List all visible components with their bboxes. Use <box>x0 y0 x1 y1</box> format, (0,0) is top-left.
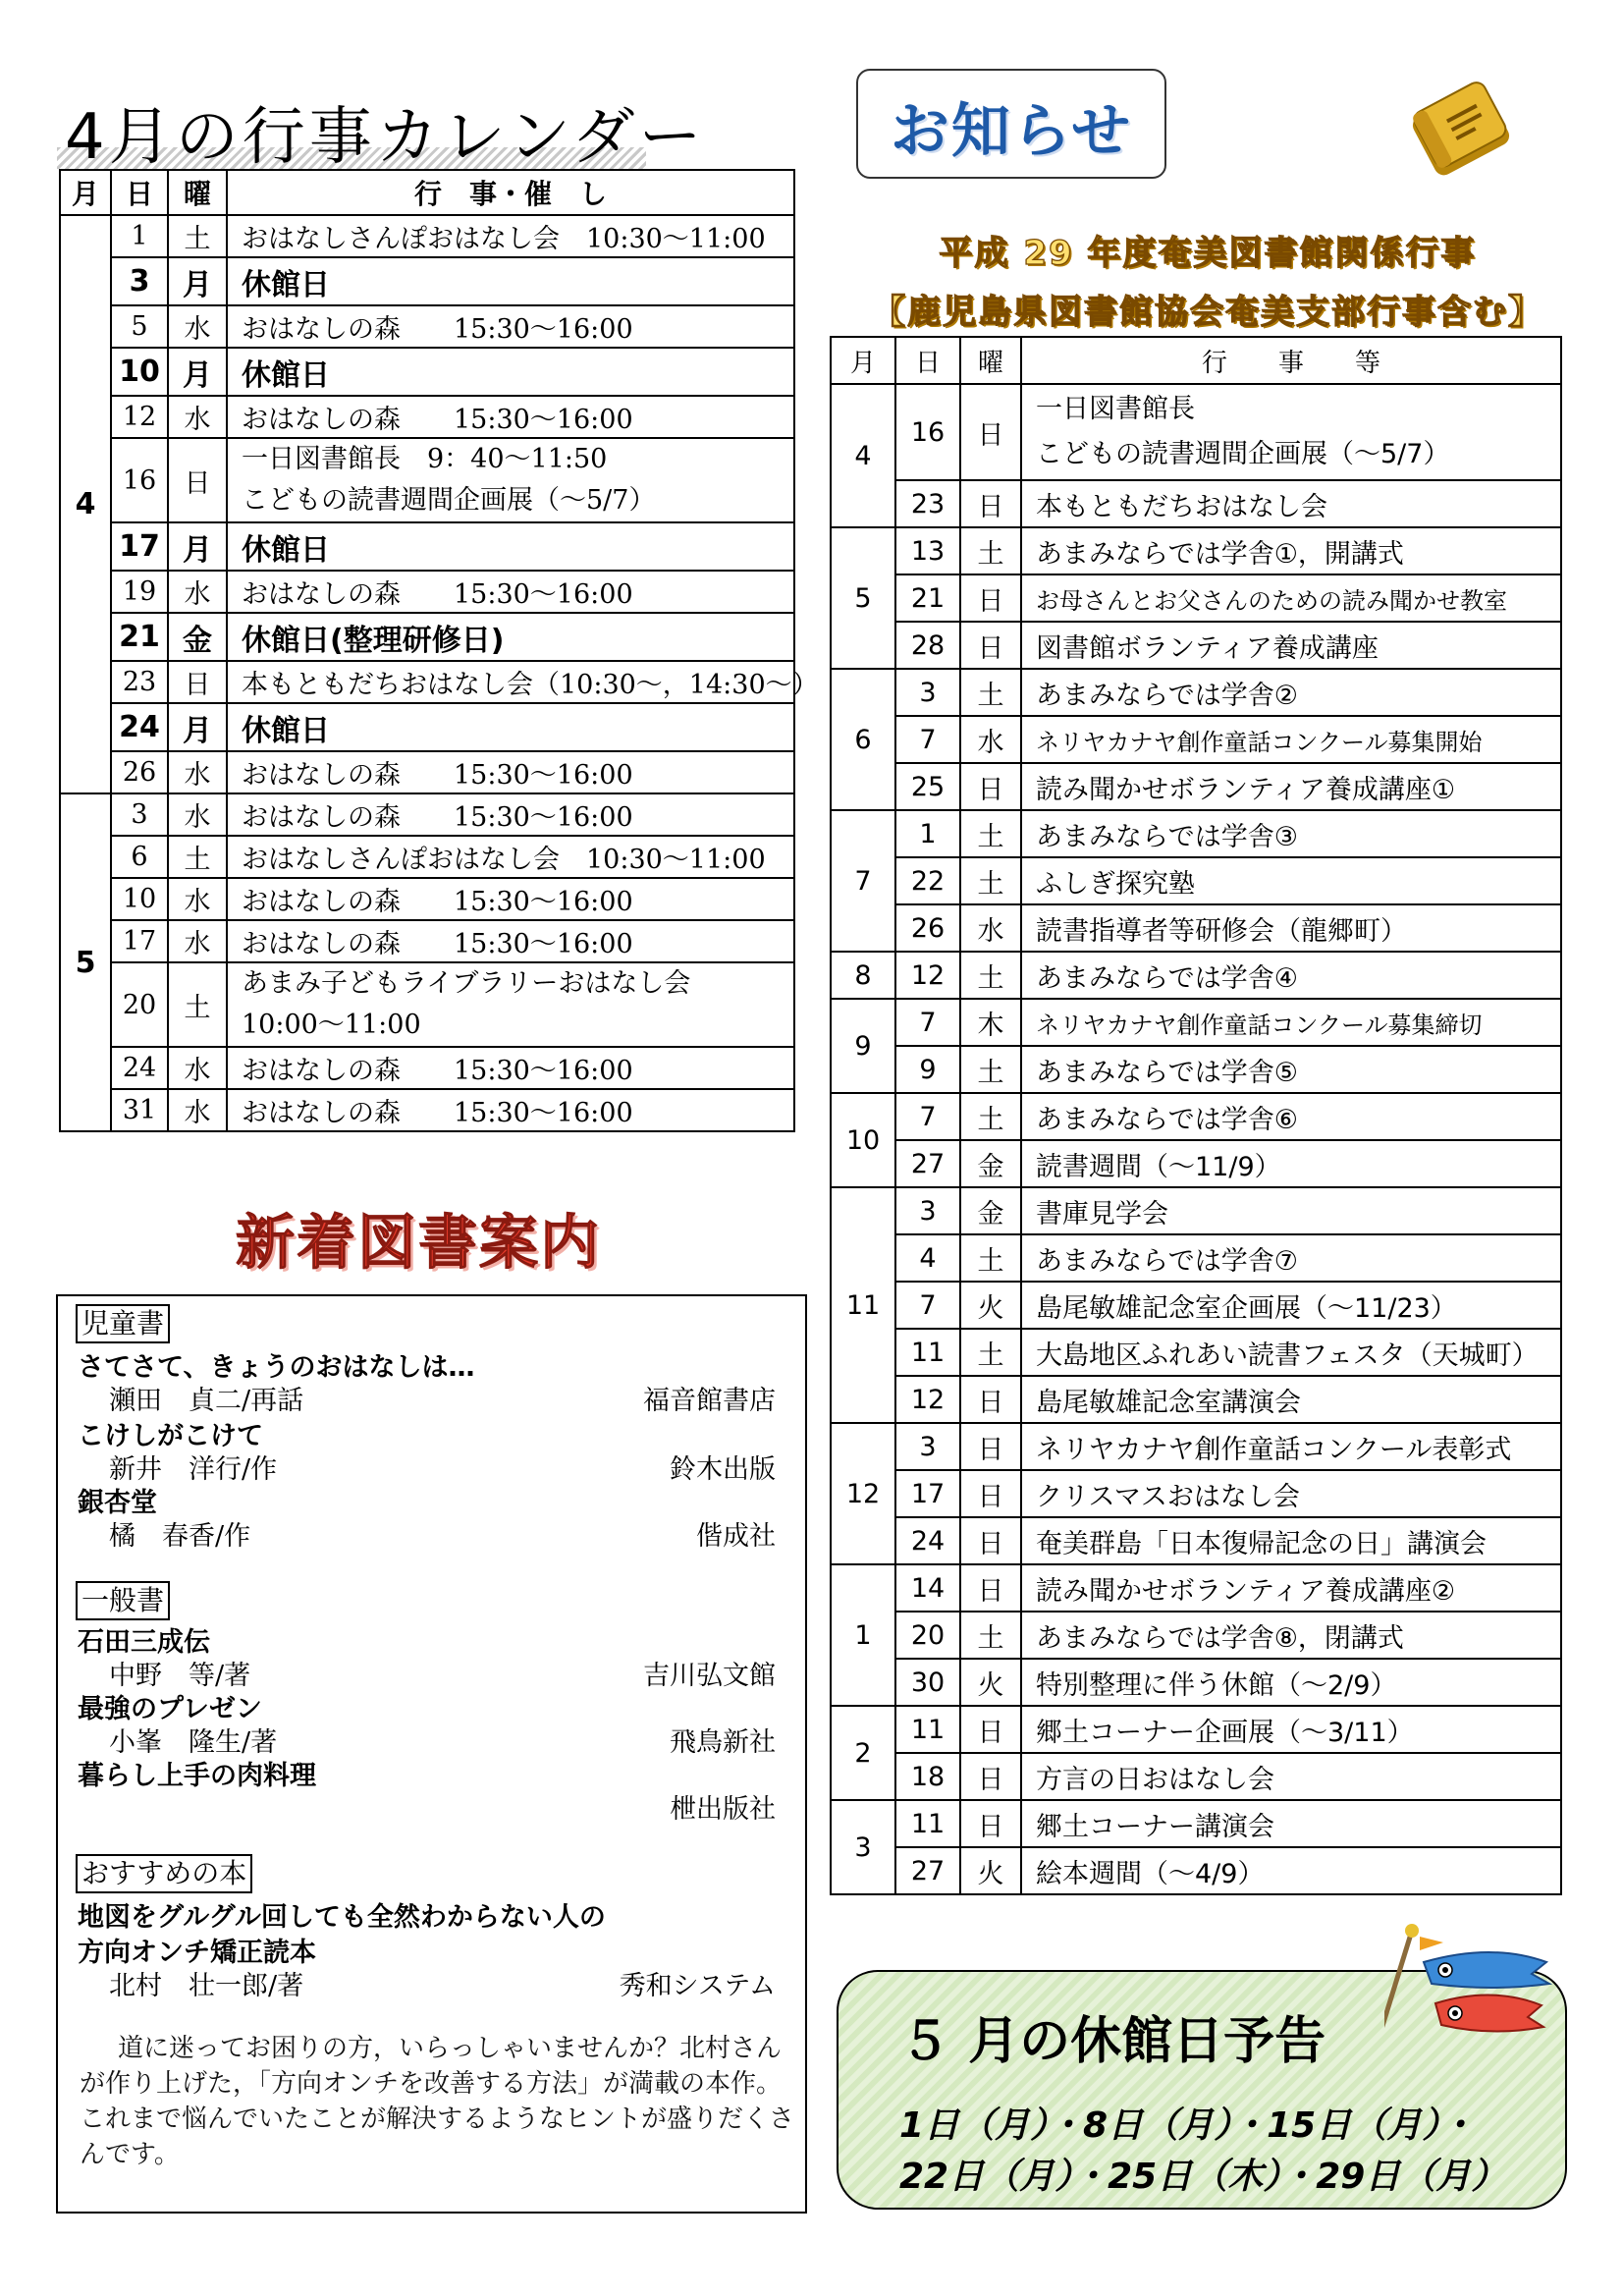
events-event-cell: ネリヤカナヤ創作童話コンクール募集開始 <box>1021 716 1561 763</box>
calendar-row <box>60 962 794 1047</box>
notice-label: お知らせ <box>890 97 1133 166</box>
book-publisher: 鈴木出版 <box>670 1454 776 1485</box>
events-weekday-cell: 日 <box>960 763 1021 810</box>
event-cell: おはなしさんぽおはなし会 10:30～11:00 <box>227 215 794 257</box>
events-weekday-cell: 火 <box>960 1282 1021 1329</box>
events-event-cell: あまみならでは学舎③ <box>1021 810 1561 857</box>
calendar-row <box>60 348 794 396</box>
day-cell: 5 <box>111 305 168 348</box>
header-day: 日 <box>111 170 168 215</box>
calendar-row <box>60 703 794 751</box>
day-cell: 17 <box>111 920 168 962</box>
day-cell: 23 <box>111 661 168 703</box>
weekday-cell: 日 <box>168 438 227 522</box>
events-weekday-cell: 金 <box>960 1140 1021 1187</box>
annual-events-table <box>830 336 1562 1895</box>
events-day-cell: 12 <box>895 952 960 999</box>
events-row <box>831 622 1561 669</box>
day-cell: 10 <box>111 878 168 920</box>
event-cell: おはなしさんぽおはなし会 10:30～11:00 <box>227 836 794 878</box>
book-publisher: 吉川弘文館 <box>643 1661 776 1691</box>
events-day-cell: 25 <box>895 763 960 810</box>
calendar-row <box>60 305 794 348</box>
events-day-cell: 30 <box>895 1659 960 1706</box>
events-header-weekday: 曜 <box>960 337 1021 384</box>
events-event-cell: あまみならでは学舎⑧，閉講式 <box>1021 1612 1561 1659</box>
events-row <box>831 574 1561 622</box>
month-cell: 4 <box>60 215 111 793</box>
event-text: 10:00～11:00 <box>242 1010 421 1040</box>
event-text: 一日図書館長 <box>1036 394 1195 424</box>
events-event-cell: 郷土コーナー企画展（～3/11） <box>1021 1706 1561 1753</box>
book-title: 最強のプレゼン <box>78 1694 262 1724</box>
book-author: 新井 洋行/作 <box>109 1454 278 1485</box>
carp-streamer-icon <box>1384 1923 1561 2070</box>
weekday-cell: 金 <box>168 613 227 661</box>
events-row <box>831 1140 1561 1187</box>
calendar-row <box>60 751 794 793</box>
event-cell: おはなしの森 15:30～16:00 <box>227 305 794 348</box>
events-row <box>831 1706 1561 1753</box>
weekday-cell: 月 <box>168 348 227 396</box>
events-day-cell: 9 <box>895 1046 960 1093</box>
calendar-title <box>61 86 768 174</box>
events-event-cell: 書庫見学会 <box>1021 1187 1561 1234</box>
events-weekday-cell: 日 <box>960 574 1021 622</box>
events-weekday-cell: 土 <box>960 527 1021 574</box>
day-cell: 3 <box>111 257 168 305</box>
event-cell: 休館日(整理研修日) <box>227 613 794 661</box>
event-cell: おはなしの森 15:30～16:00 <box>227 571 794 613</box>
events-row <box>831 763 1561 810</box>
day-cell: 17 <box>111 522 168 571</box>
events-row <box>831 1612 1561 1659</box>
events-day-cell: 26 <box>895 904 960 952</box>
book-author: 橘 春香/作 <box>109 1521 251 1552</box>
events-month-cell: 7 <box>831 810 895 952</box>
children-books-label: 児童書 <box>76 1304 170 1343</box>
events-row <box>831 1046 1561 1093</box>
events-row <box>831 1847 1561 1894</box>
events-row <box>831 1234 1561 1282</box>
events-month-cell: 12 <box>831 1423 895 1564</box>
events-event-cell: 特別整理に伴う休館（～2/9） <box>1021 1659 1561 1706</box>
events-event-cell: あまみならでは学舎①，開講式 <box>1021 527 1561 574</box>
events-day-cell: 27 <box>895 1847 960 1894</box>
events-row <box>831 1423 1561 1470</box>
day-cell: 16 <box>111 438 168 522</box>
events-day-cell: 7 <box>895 1282 960 1329</box>
events-weekday-cell: 日 <box>960 1470 1021 1517</box>
events-event-cell: 読み聞かせボランティア養成講座① <box>1021 763 1561 810</box>
events-event-cell: 読み聞かせボランティア養成講座② <box>1021 1564 1561 1612</box>
day-cell: 21 <box>111 613 168 661</box>
events-day-cell: 7 <box>895 1093 960 1140</box>
events-event-cell: ネリヤカナヤ創作童話コンクール募集締切 <box>1021 999 1561 1046</box>
weekday-cell: 水 <box>168 793 227 836</box>
events-event-cell <box>1021 384 1561 480</box>
events-weekday-cell: 木 <box>960 999 1021 1046</box>
events-month-cell: 3 <box>831 1800 895 1894</box>
book-author: 中野 等/著 <box>109 1661 251 1691</box>
events-day-cell: 21 <box>895 574 960 622</box>
recommended-book-label: おすすめの本 <box>76 1854 252 1893</box>
calendar-header-row <box>60 170 794 215</box>
events-day-cell: 11 <box>895 1800 960 1847</box>
events-weekday-cell: 土 <box>960 857 1021 904</box>
day-cell: 6 <box>111 836 168 878</box>
events-row <box>831 1659 1561 1706</box>
day-cell: 24 <box>111 1047 168 1089</box>
events-row <box>831 480 1561 527</box>
events-day-cell: 23 <box>895 480 960 527</box>
weekday-cell: 水 <box>168 878 227 920</box>
events-row <box>831 810 1561 857</box>
event-cell: 休館日 <box>227 522 794 571</box>
events-day-cell: 4 <box>895 1234 960 1282</box>
events-event-cell: 絵本週間（～4/9） <box>1021 1847 1561 1894</box>
events-event-cell: 島尾敏雄記念室講演会 <box>1021 1376 1561 1423</box>
events-row <box>831 1329 1561 1376</box>
events-event-cell: あまみならでは学舎⑤ <box>1021 1046 1561 1093</box>
events-header-event: 行 事 等 <box>1021 337 1561 384</box>
events-month-cell: 4 <box>831 384 895 527</box>
calendar-row <box>60 1089 794 1131</box>
events-row <box>831 1517 1561 1564</box>
annual-events-subtitle: 【鹿児島県図書館協会奄美支部行事含む】 <box>872 293 1543 332</box>
day-cell: 31 <box>111 1089 168 1131</box>
event-cell <box>227 962 794 1047</box>
events-day-cell: 12 <box>895 1376 960 1423</box>
events-day-cell: 11 <box>895 1706 960 1753</box>
events-day-cell: 11 <box>895 1329 960 1376</box>
events-month-cell: 1 <box>831 1564 895 1706</box>
events-day-cell: 7 <box>895 716 960 763</box>
events-event-cell: お母さんとお父さんのための読み聞かせ教室 <box>1021 574 1561 622</box>
events-month-cell: 2 <box>831 1706 895 1800</box>
events-event-cell: 本もともだちおはなし会 <box>1021 480 1561 527</box>
events-day-cell: 1 <box>895 810 960 857</box>
events-event-cell: あまみならでは学舎⑥ <box>1021 1093 1561 1140</box>
events-day-cell: 3 <box>895 1423 960 1470</box>
book-title: 石田三成伝 <box>78 1627 210 1658</box>
events-weekday-cell: 土 <box>960 810 1021 857</box>
events-day-cell: 14 <box>895 1564 960 1612</box>
weekday-cell: 月 <box>168 703 227 751</box>
weekday-cell: 水 <box>168 305 227 348</box>
events-event-cell: 奄美群島「日本復帰記念の日」講演会 <box>1021 1517 1561 1564</box>
events-row <box>831 716 1561 763</box>
closing-days-dates-line2: 22日（月）・25日（木）・29日（月） <box>899 2157 1507 2197</box>
header-event: 行 事・催 し <box>227 170 794 215</box>
weekday-cell: 水 <box>168 920 227 962</box>
event-cell: 休館日 <box>227 703 794 751</box>
weekday-cell: 水 <box>168 751 227 793</box>
new-books-title: 新着図書案内 <box>236 1209 601 1278</box>
events-event-cell: ふしぎ探究塾 <box>1021 857 1561 904</box>
events-day-cell: 7 <box>895 999 960 1046</box>
new-books-box <box>56 1294 807 2214</box>
events-event-cell: あまみならでは学舎④ <box>1021 952 1561 999</box>
events-weekday-cell: 土 <box>960 669 1021 716</box>
calendar-row <box>60 257 794 305</box>
calendar-row <box>60 836 794 878</box>
calendar-row <box>60 1047 794 1089</box>
events-header-month: 月 <box>831 337 895 384</box>
recommended-book-author: 北村 壮一郎/著 <box>109 1971 304 2001</box>
calendar-row <box>60 571 794 613</box>
events-weekday-cell: 火 <box>960 1659 1021 1706</box>
event-cell: 休館日 <box>227 257 794 305</box>
general-books-label: 一般書 <box>76 1581 170 1620</box>
events-event-cell: 読書指導者等研修会（龍郷町） <box>1021 904 1561 952</box>
events-weekday-cell: 日 <box>960 1376 1021 1423</box>
events-event-cell: 読書週間（～11/9） <box>1021 1140 1561 1187</box>
event-calendar-table <box>59 169 819 1132</box>
weekday-cell: 水 <box>168 396 227 438</box>
event-text: こどもの読書週間企画展（～5/7） <box>242 485 656 516</box>
event-cell <box>227 438 794 522</box>
weekday-cell: 日 <box>168 661 227 703</box>
events-month-cell: 6 <box>831 669 895 810</box>
events-day-cell: 13 <box>895 527 960 574</box>
events-weekday-cell: 日 <box>960 1706 1021 1753</box>
events-row <box>831 1187 1561 1234</box>
events-event-cell: 大島地区ふれあい読書フェスタ（天城町） <box>1021 1329 1561 1376</box>
weekday-cell: 月 <box>168 257 227 305</box>
header-month: 月 <box>60 170 111 215</box>
book-icon <box>1406 77 1516 185</box>
events-weekday-cell: 日 <box>960 480 1021 527</box>
book-title: さてさて、きょうのおはなしは… <box>78 1352 475 1383</box>
events-month-cell: 9 <box>831 999 895 1093</box>
event-cell: おはなしの森 15:30～16:00 <box>227 1047 794 1089</box>
events-weekday-cell: 日 <box>960 1800 1021 1847</box>
events-weekday-cell: 日 <box>960 1423 1021 1470</box>
events-event-cell: 図書館ボランティア養成講座 <box>1021 622 1561 669</box>
events-row <box>831 384 1561 480</box>
event-cell: おはなしの森 15:30～16:00 <box>227 751 794 793</box>
calendar-row <box>60 878 794 920</box>
events-weekday-cell: 水 <box>960 716 1021 763</box>
book-author: 瀬田 貞二/再話 <box>109 1386 304 1416</box>
events-row <box>831 952 1561 999</box>
event-cell: 本もともだちおはなし会（10:30～，14:30～） <box>227 661 794 703</box>
event-cell: おはなしの森 15:30～16:00 <box>227 793 794 836</box>
events-weekday-cell: 土 <box>960 1612 1021 1659</box>
events-month-cell: 10 <box>831 1093 895 1187</box>
calendar-row <box>60 522 794 571</box>
book-title: 暮らし上手の肉料理 <box>78 1761 316 1791</box>
calendar-row <box>60 920 794 962</box>
events-day-cell: 3 <box>895 669 960 716</box>
recommended-book-publisher: 秀和システム <box>619 1971 776 2001</box>
book-publisher: 枻出版社 <box>670 1794 776 1825</box>
event-cell: おはなしの森 15:30～16:00 <box>227 878 794 920</box>
events-month-cell: 5 <box>831 527 895 669</box>
book-publisher: 偕成社 <box>696 1521 776 1552</box>
weekday-cell: 月 <box>168 522 227 571</box>
recommended-book-title-line2: 方向オンチ矯正読本 <box>78 1938 316 1968</box>
annual-events-title: 平成 29 年度奄美図書館関係行事 <box>939 234 1477 273</box>
event-text: 一日図書館長 9：40～11:50 <box>242 444 608 474</box>
events-weekday-cell: 日 <box>960 1753 1021 1800</box>
events-header-day: 日 <box>895 337 960 384</box>
weekday-cell: 水 <box>168 571 227 613</box>
events-row <box>831 1376 1561 1423</box>
weekday-cell: 土 <box>168 962 227 1047</box>
events-weekday-cell: 土 <box>960 1234 1021 1282</box>
events-weekday-cell: 日 <box>960 1517 1021 1564</box>
events-weekday-cell: 土 <box>960 1046 1021 1093</box>
recommended-book-title-line1: 地図をグルグル回しても全然わからない人の <box>78 1902 606 1933</box>
calendar-row <box>60 215 794 257</box>
recommended-book-description: 道に迷ってお困りの方，いらっしゃいませんか？北村さんが作り上げた，「方向オンチを改善する方法」が満載の本作。これまで悩んでいたことが解決するようなヒントが盛りだくさんです。 <box>80 2034 795 2169</box>
events-day-cell: 18 <box>895 1753 960 1800</box>
events-row <box>831 669 1561 716</box>
events-row <box>831 1800 1561 1847</box>
events-event-cell: 島尾敏雄記念室企画展（～11/23） <box>1021 1282 1561 1329</box>
events-weekday-cell: 日 <box>960 622 1021 669</box>
events-day-cell: 22 <box>895 857 960 904</box>
events-day-cell: 28 <box>895 622 960 669</box>
event-cell: 休館日 <box>227 348 794 396</box>
events-event-cell: 方言の日おはなし会 <box>1021 1753 1561 1800</box>
events-day-cell: 20 <box>895 1612 960 1659</box>
events-day-cell: 17 <box>895 1470 960 1517</box>
weekday-cell: 水 <box>168 1089 227 1131</box>
header-weekday: 曜 <box>168 170 227 215</box>
closing-days-title: ５ 月の休館日予告 <box>899 2012 1326 2071</box>
events-event-cell: 郷土コーナー講演会 <box>1021 1800 1561 1847</box>
events-event-cell: あまみならでは学舎② <box>1021 669 1561 716</box>
calendar-row <box>60 793 794 836</box>
events-row <box>831 1753 1561 1800</box>
day-cell: 20 <box>111 962 168 1047</box>
events-weekday-cell: 土 <box>960 952 1021 999</box>
events-weekday-cell: 土 <box>960 1329 1021 1376</box>
day-cell: 1 <box>111 215 168 257</box>
book-title: こけしがこけて <box>78 1421 263 1451</box>
book-author: 小峯 隆生/著 <box>109 1727 278 1758</box>
events-row <box>831 1093 1561 1140</box>
calendar-row <box>60 396 794 438</box>
month-cell: 5 <box>60 793 111 1131</box>
weekday-cell: 土 <box>168 836 227 878</box>
events-day-cell: 16 <box>895 384 960 480</box>
events-weekday-cell: 火 <box>960 1847 1021 1894</box>
events-month-cell: 8 <box>831 952 895 999</box>
events-day-cell: 24 <box>895 1517 960 1564</box>
events-row <box>831 904 1561 952</box>
events-weekday-cell: 土 <box>960 1093 1021 1140</box>
events-header-row <box>831 337 1561 384</box>
events-row <box>831 1470 1561 1517</box>
events-row <box>831 527 1561 574</box>
events-weekday-cell: 水 <box>960 904 1021 952</box>
calendar-row <box>60 661 794 703</box>
event-cell: おはなしの森 15:30～16:00 <box>227 1089 794 1131</box>
book-title: 銀杏堂 <box>78 1488 157 1518</box>
book-publisher: 飛鳥新社 <box>670 1727 776 1758</box>
day-cell: 12 <box>111 396 168 438</box>
events-event-cell: あまみならでは学舎⑦ <box>1021 1234 1561 1282</box>
events-weekday-cell: 金 <box>960 1187 1021 1234</box>
weekday-cell: 水 <box>168 1047 227 1089</box>
event-cell: おはなしの森 15:30～16:00 <box>227 920 794 962</box>
day-cell: 26 <box>111 751 168 793</box>
events-day-cell: 27 <box>895 1140 960 1187</box>
calendar-title-text: 4月の行事カレンダー <box>65 101 706 174</box>
event-cell: おはなしの森 15:30～16:00 <box>227 396 794 438</box>
notice-badge <box>856 69 1166 179</box>
closing-days-dates-line1: 1日（月）・8日（月）・15日（月）・ <box>899 2105 1476 2146</box>
weekday-cell: 土 <box>168 215 227 257</box>
calendar-row <box>60 613 794 661</box>
events-row <box>831 1564 1561 1612</box>
events-event-cell: クリスマスおはなし会 <box>1021 1470 1561 1517</box>
events-event-cell: ネリヤカナヤ創作童話コンクール表彰式 <box>1021 1423 1561 1470</box>
day-cell: 24 <box>111 703 168 751</box>
events-weekday-cell: 日 <box>960 384 1021 480</box>
events-row <box>831 1282 1561 1329</box>
day-cell: 3 <box>111 793 168 836</box>
day-cell: 10 <box>111 348 168 396</box>
calendar-row <box>60 438 794 522</box>
events-row <box>831 857 1561 904</box>
events-weekday-cell: 日 <box>960 1564 1021 1612</box>
book-publisher: 福音館書店 <box>643 1386 776 1416</box>
events-row <box>831 999 1561 1046</box>
event-text: あまみ子どもライブラリーおはなし会 <box>242 968 691 999</box>
events-day-cell: 3 <box>895 1187 960 1234</box>
events-month-cell: 11 <box>831 1187 895 1423</box>
day-cell: 19 <box>111 571 168 613</box>
event-text: こどもの読書週間企画展（～5/7） <box>1036 439 1450 469</box>
